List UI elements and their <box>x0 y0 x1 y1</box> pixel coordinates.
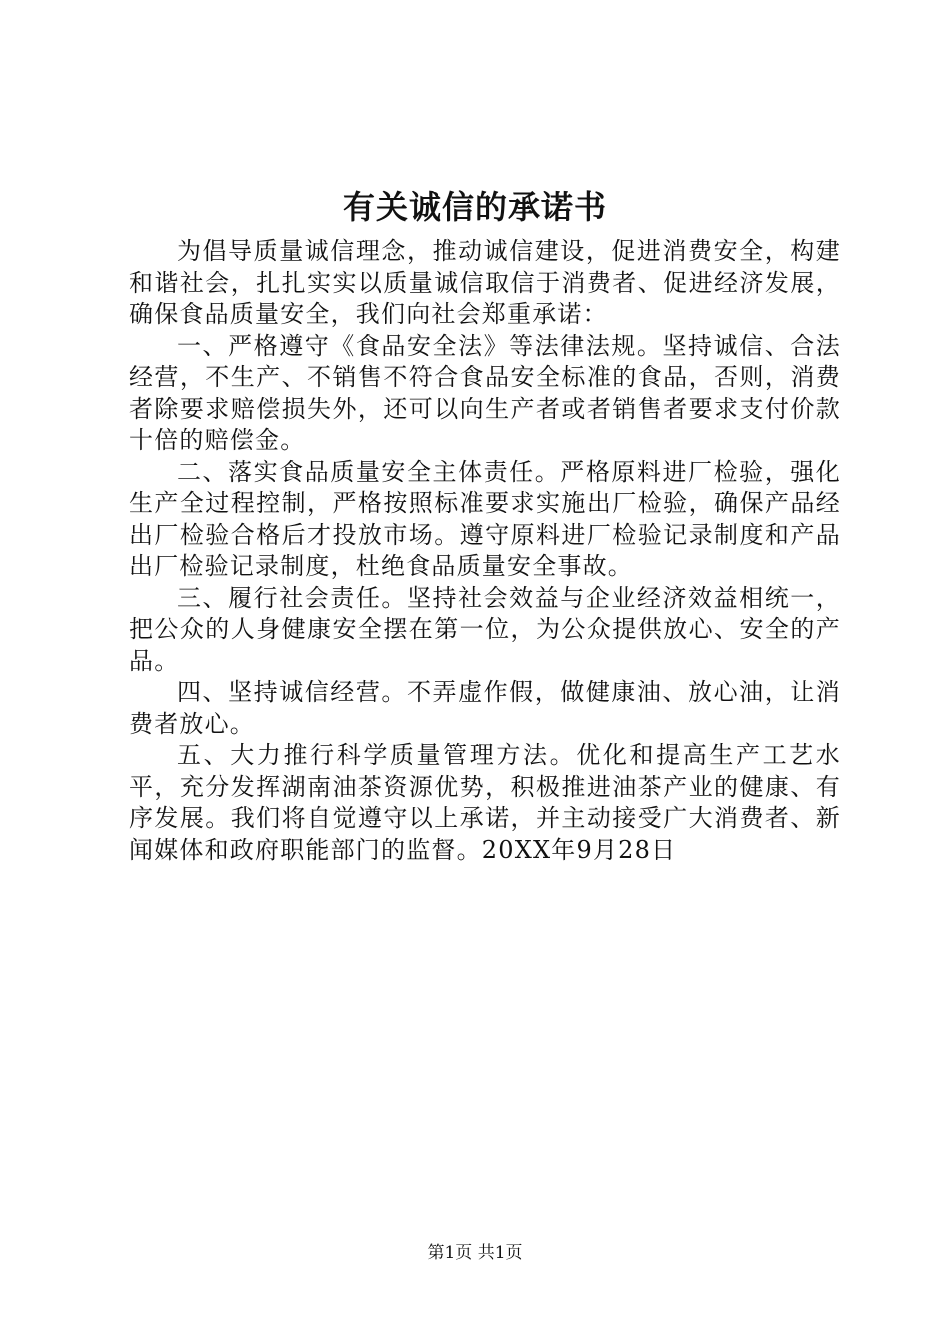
paragraph-item-4: 四、坚持诚信经营。不弄虚作假，做健康油、放心油，让消费者放心。 <box>129 678 841 738</box>
paragraph-item-1: 一、严格遵守《食品安全法》等法律法规。坚持诚信、合法经营，不生产、不销售不符合食品安全标准的食品，否则，消费者除要求赔偿损失外，还可以向生产者或者销售者要求支付价款十倍的赔偿金。 <box>129 331 841 454</box>
paragraph-intro: 为倡导质量诚信理念，推动诚信建设，促进消费安全，构建和谐社会，扎扎实实以质量诚信取信于消费者、促进经济发展，确保食品质量安全，我们向社会郑重承诺： <box>129 237 841 328</box>
paragraph-item-5: 五、大力推行科学质量管理方法。优化和提高生产工艺水平，充分发挥湖南油茶资源优势，积极推进油茶产业的健康、有序发展。我们将自觉遵守以上承诺，并主动接受广大消费者、新闻媒体和政府职能部门的监督。20XX年9月28日 <box>129 741 841 864</box>
document-body <box>129 236 841 866</box>
paragraph-item-3: 三、履行社会责任。坚持社会效益与企业经济效益相统一，把公众的人身健康安全摆在第一位，为公众提供放心、安全的产品。 <box>129 583 841 675</box>
document-title: 有关诚信的承诺书 <box>342 188 607 226</box>
paragraph-item-2: 二、落实食品质量安全主体责任。严格原料进厂检验，强化生产全过程控制，严格按照标准要求实施出厂检验，确保产品经出厂检验合格后才投放市场。遵守原料进厂检验记录制度和产品出厂检验记录制度，杜绝食品质量安全事故。 <box>129 457 841 580</box>
page-footer: 第1页 共1页 <box>427 1243 523 1263</box>
